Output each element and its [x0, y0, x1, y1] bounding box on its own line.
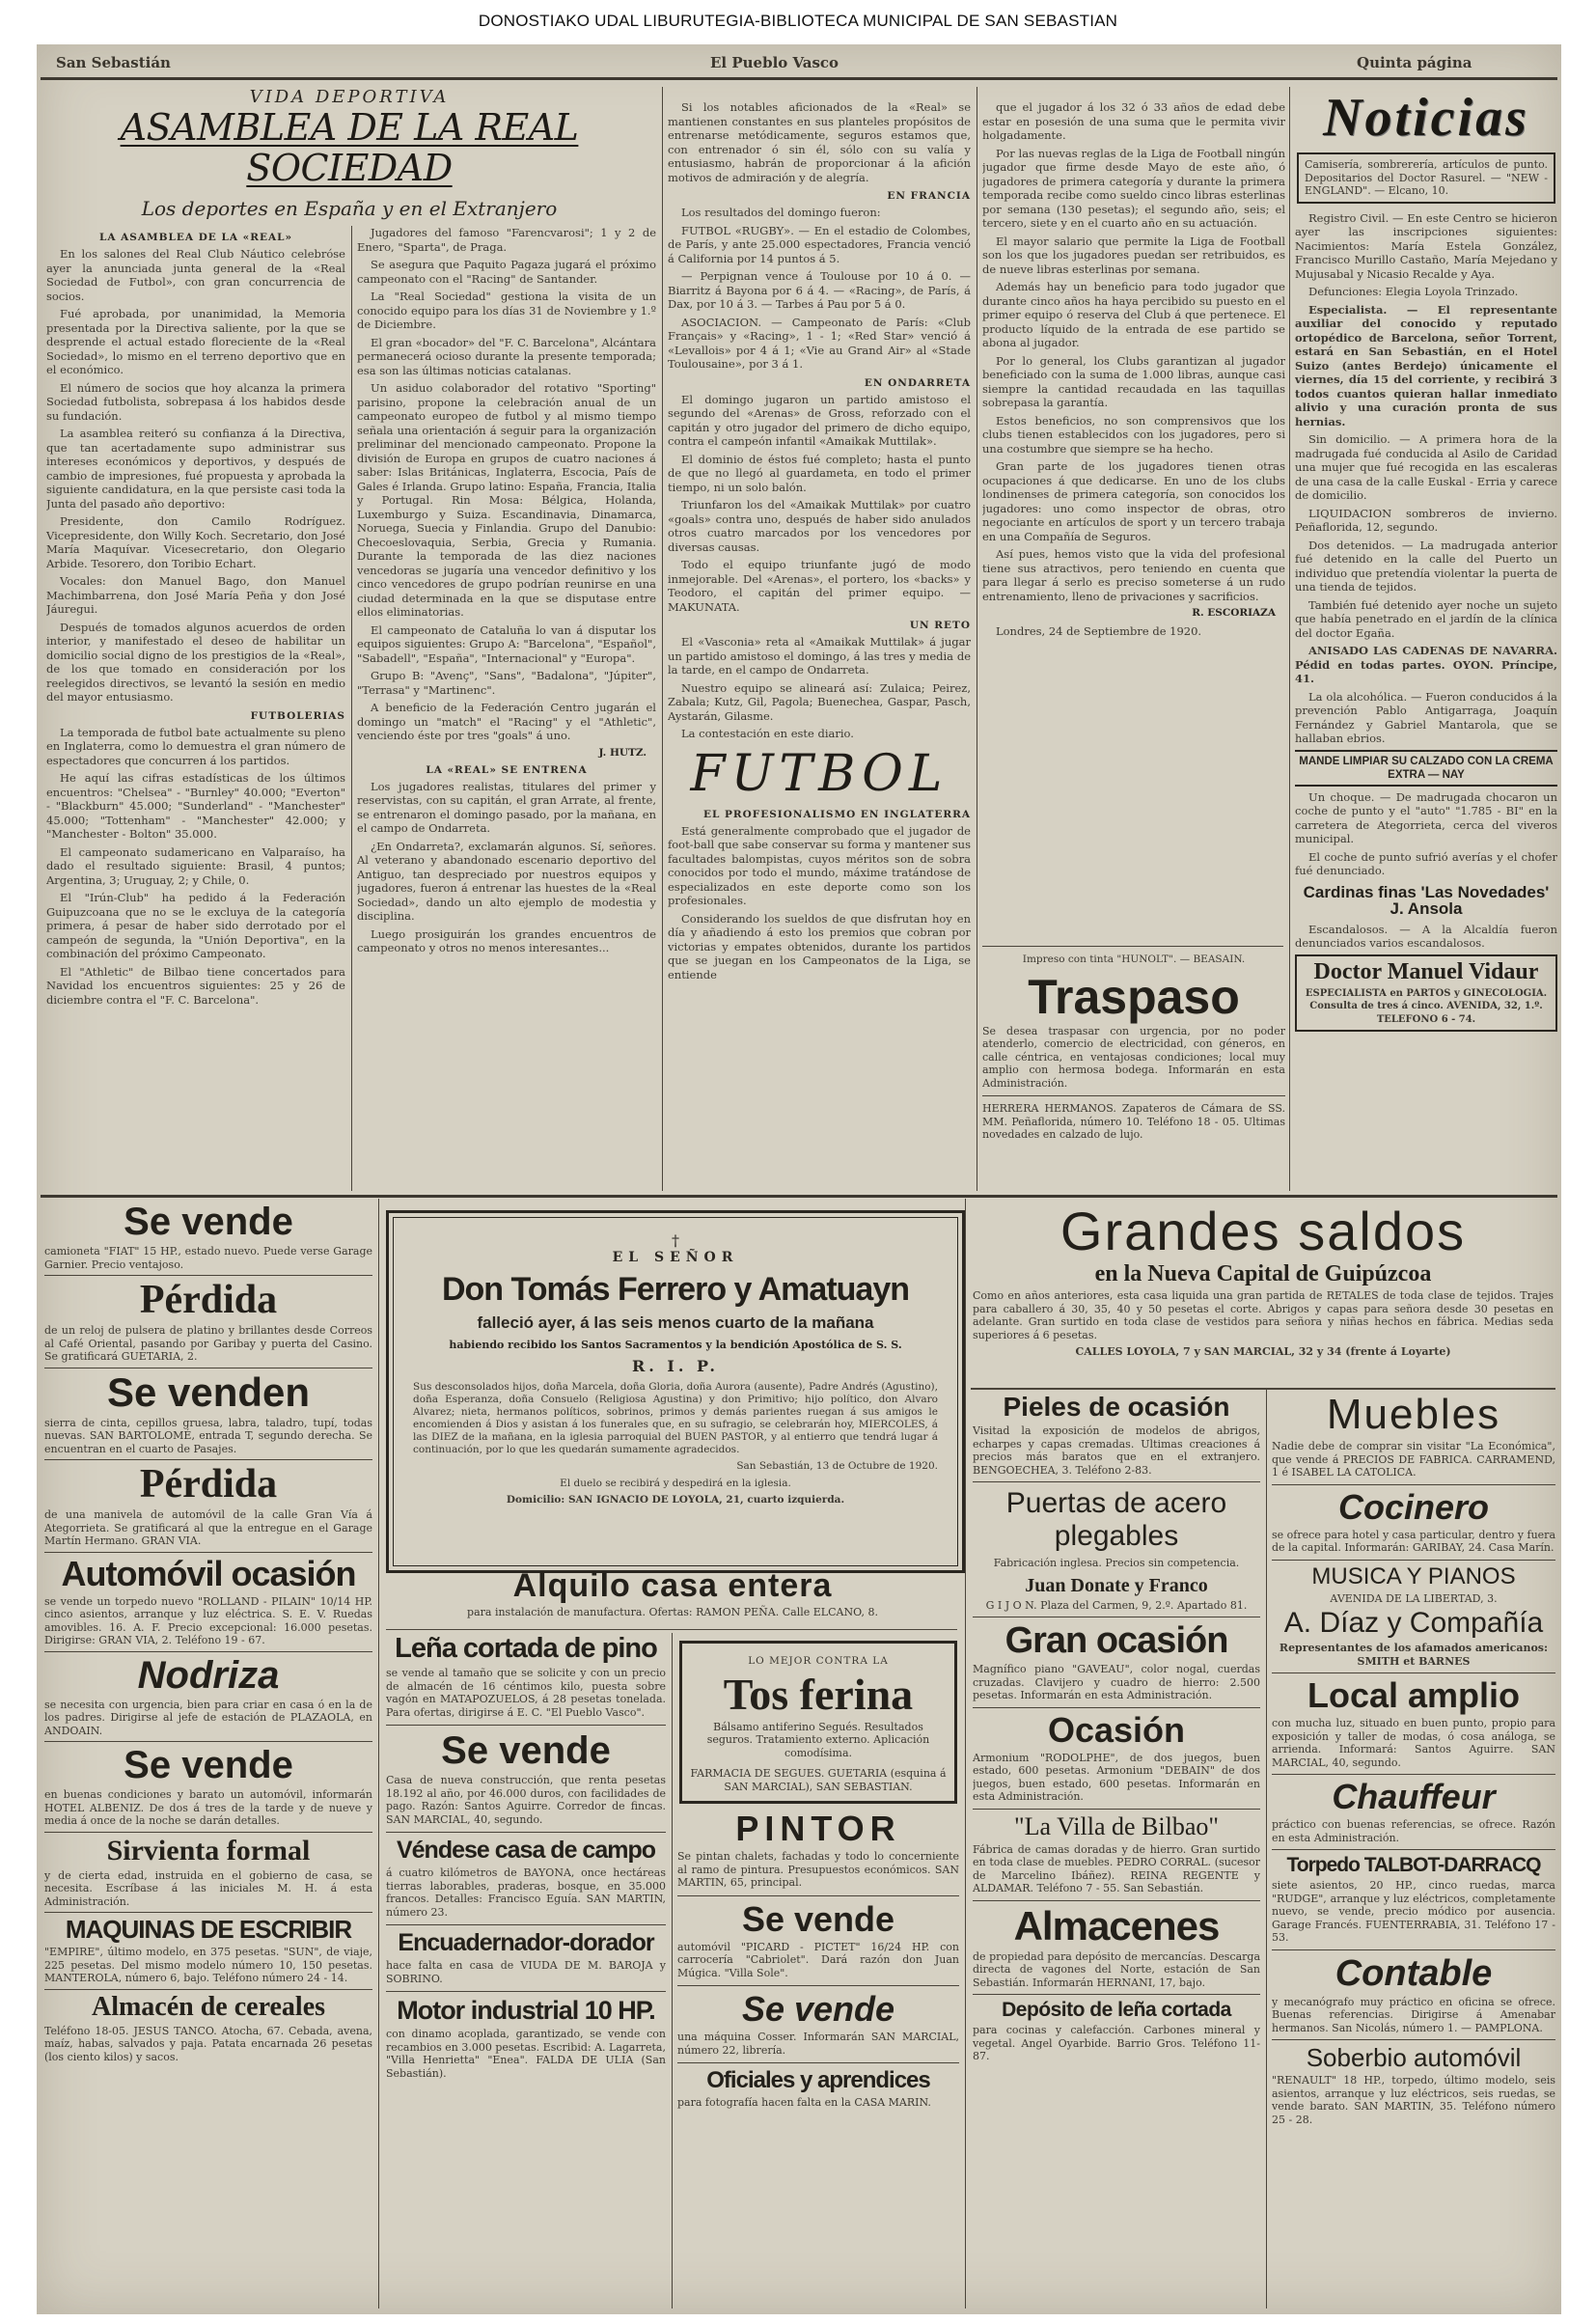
masthead-rule — [41, 77, 1557, 80]
masthead-center: El Pueblo Vasco — [710, 54, 839, 71]
paragraph: A beneficio de la Federación Centro jugarán el domingo un "match" el "Racing" y el "Athletic", venciendo éste por tres "goals" á uno. — [357, 701, 656, 742]
ad-heading: MUSICA Y PIANOS — [1311, 1562, 1516, 1589]
ad-text: automóvil "PICARD - PICTET" 16/24 HP. con carrocería "Cabriolet". Dará razón don Juan Múgica. "Villa Sole". — [677, 1940, 959, 1979]
paragraph: Además hay un beneficio para todo jugador que durante cinco años ha haya percibido su puesto en el primer equipo ó reserva del Club á que pertenece. El producto líquido de la entrada de ese partido se abona al jugador. — [982, 280, 1285, 349]
divider — [973, 1994, 1260, 1995]
ad-heading: Oficiales y aprendices — [706, 2067, 930, 2093]
obituary-inner — [393, 1217, 958, 1566]
ad-heading: Pérdida — [139, 1462, 278, 1507]
ad-text: Se desea traspasar con urgencia, por no poder atenderlo, comercio de electricidad, con géneros, en calle céntrica, en ventajosas condiciones; local muy amplio con hermosa bodega. Informarán en esta Administración. — [982, 1024, 1285, 1090]
notice: Un choque. — De madrugada chocaron un coche de punto y el "auto" "1.785 - BI" en la carretera de Ategorrieta, cerca del viveros municipal. — [1295, 789, 1557, 845]
paragraph: La contestación en este diario. — [681, 727, 854, 740]
obituary-rip: R. I. P. — [631, 1357, 719, 1375]
alquilo-ad — [386, 1569, 959, 1627]
paragraph: Jugadores del famoso "Farencvarosi"; 1 y 2 de Enero, "Sparta", de Praga. — [357, 226, 656, 254]
notice: LIQUIDACION sombreros de invierno. Peñaflorida, 12, segundo. — [1295, 506, 1557, 534]
divider — [44, 1741, 372, 1742]
divider — [1272, 1560, 1555, 1561]
obituary-intro: EL SEÑOR — [612, 1250, 739, 1265]
newspaper-page — [37, 44, 1561, 2314]
paragraph: Se asegura que Paquito Pagaza jugará el próximo campeonato con el "Racing" de Santander. — [357, 258, 656, 286]
divider — [386, 1924, 666, 1925]
column-rule — [672, 1633, 673, 2308]
divider — [973, 1809, 1260, 1810]
ad-heading: Se vende — [124, 1744, 293, 1786]
ad-text: Representantes de los afamados americanos: SMITH et BARNES — [1279, 1642, 1549, 1668]
ad-heading: Ocasión — [1047, 1709, 1186, 1750]
paragraph: El gran «bocador» del "F. C. Barcelona", Alcántara permanecerá ocioso durante la presente temporada; esa son las últimas noticias catalanas. — [357, 335, 656, 377]
notice: Especialista. — El representante auxiliar del conocido y reputado ortopédico de Barcelona, señor Torrent, estará en San Sebastián, en el Hotel Suizo (antes Berdejo) únicamente el viernes, día 15 del corriente, y recibirá 3 todos cuantos quieran hallar inmediato alivio y una curación pronta de sus hernias. — [1295, 302, 1557, 428]
notice: Registro Civil. — En este Centro se hicieron ayer las inscripciones siguientes: Nacimientos: María Estela González, Francisco Murillo Castaño, María Mejedano y Mujusabal y Nicasio Recalde y Aya. — [1295, 210, 1557, 281]
paragraph: El domingo jugaron un partido amistoso el segundo del «Arenas» de Gross, reforzado con el capitán y otro jugador del primero de dicho equipo, contra el campeón infantil «Amaikak Muttilak». — [668, 392, 971, 448]
traspaso-ad — [982, 950, 1285, 1191]
noticias-title: Noticias — [1323, 88, 1529, 148]
divider — [386, 1991, 666, 1992]
ad-text: Visitad la exposición de modelos de abrigos, echarpes y capas cremadas. Ultimas creaciones á precios más baratos que en el extranjero. BENGOECHEA, 3. Teléfono 2-83. — [973, 1424, 1260, 1477]
notice: Defunciones: Elegia Loyola Trinzado. — [1308, 285, 1519, 298]
ad-text: á cuatro kilómetros de BAYONA, once hectáreas tierras laborables, praderas, bosque, en 35.000 francos. Detalles: Francisco Eguía. SAN MARTIN, número 23. — [386, 1866, 666, 1919]
article-column-1 — [46, 226, 345, 1191]
classifieds-center-right — [677, 1637, 959, 2308]
divider — [1272, 1774, 1555, 1775]
ad-text: Como en años anteriores, esta casa liquida una gran partida de RETALES de toda clase de tejidos. Trajes para caballero á 30, 35, 40 y 50 pesetas el corte. Abrigos y capas para señora desde 30 pesetas en adelante. Gran surtido en toda clase de vestidos para señora y niñas hechos en fábrica. Medias seda superiores á 6 pesetas. — [973, 1289, 1554, 1341]
paragraph: Así pues, hemos visto que la vida del profesional tiene sus atractivos, pero teniendo en cuenta que para llegar á serlo es preciso someterse á un rudo entrenamiento, lleno de privaciones y sacrificios. — [982, 547, 1285, 603]
divider — [386, 1629, 957, 1630]
paragraph: Grupo B: "Avenç", "Sans", "Badalona", "Júpiter", "Terrasa" y "Martinenc". — [357, 669, 656, 697]
ad-text: Camisería, sombrerería, artículos de punto. Depositarios del Doctor Rasurel. — "NEW - ENGLAND". — Elcano, 10. — [1305, 158, 1548, 197]
ad-text: Impreso con tinta "HUNOLT". — BEASAIN. — [1022, 954, 1246, 965]
doctor-ad — [1295, 954, 1557, 1033]
notice: También fué detenido ayer noche un sujeto que había penetrado en el jardín de la clínica del doctor Egaña. — [1295, 597, 1557, 640]
paragraph: El «Vasconia» reta al «Amaikak Muttilak» á jugar un partido amistoso el domingo, á las tres y media de la tarde, en el campo de Ondarreta. — [668, 635, 971, 677]
paragraph: ASOCIACION. — Campeonato de París: «Club Français» y «Racing», 1 - 1; «Red Star» venció á «Levallois» por 4 á 1; «Vie au Grand Air» al «Stade Toulousaine», por 3 á 1. — [668, 315, 971, 371]
ad-text: se vende al tamaño que se solicite y con un precio de almacén de 16 céntimos kilo, puesta sobre vagón en MATAPOZUELOS, á 28 pesetas tonelada. Para ofertas, dirigirse á E. C. "El Pueblo Vasco". — [386, 1667, 666, 1719]
ad-heading: Se vende — [124, 1202, 293, 1243]
ad-heading: Encuadernador-dorador — [398, 1929, 654, 1956]
ad-text: hace falta en casa de VIUDA DE M. BAROJA y SOBRINO. — [386, 1959, 666, 1985]
divider — [44, 1651, 372, 1652]
classifieds-right-a — [973, 1394, 1260, 2308]
ad-heading: PINTOR — [735, 1809, 901, 1848]
column-rule — [1289, 87, 1290, 1191]
paragraph: Los resultados del domingo fueron: — [681, 206, 881, 219]
divider — [982, 946, 1283, 947]
grandes-saldos-ad — [973, 1204, 1554, 1384]
paragraph: ¿En Ondarreta?, exclamarán algunos. Sí, señores. Al veterano y abandonado escenario deportivo del Antiguo, tan despreciado por nuestros equipos y jugadores, fueron á entrenar las huestes de la «Real Sociedad», dando un alto ejemplo de modestia y disciplina. — [357, 839, 656, 923]
classifieds-left — [44, 1202, 372, 2308]
divider — [1272, 1849, 1555, 1850]
ad-text: de un reloj de pulsera de platino y brillantes desde Correos al Café Oriental, pasando por Garibay y puerta del Casino. Se gratificará GUETARIA, 2. — [44, 1324, 372, 1363]
signature: J. HUTZ. — [598, 746, 647, 759]
paragraph: La temporada de futbol bate actualmente su pleno en Inglaterra, como lo demuestra el gran número de espectadores que concurren á los partidos. — [46, 725, 345, 767]
section-rule — [41, 1195, 1557, 1198]
futbol-heading: FUTBOL — [690, 744, 949, 803]
paragraph: Gran parte de los jugadores tienen otras ocupaciones á que dedicarse. En uno de los clubs londinenses de primera categoría, son conocidos los jugadores: uno como inspector de obras, otro negociante en artículos de sport y un tercero trabaja en una Compañía de Seguros. — [982, 459, 1285, 543]
ad-text: AVENIDA DE LA LIBERTAD, 3. — [1330, 1591, 1498, 1605]
divider — [1272, 1672, 1555, 1673]
ad-text: CALLES LOYOLA, 7 y SAN MARCIAL, 32 y 34 (frente á Loyarte) — [1075, 1345, 1451, 1358]
ad-text: sierra de cinta, cepillos gruesa, labra, taladro, tupí, todas nuevas. SAN BARTOLOMÉ, entrada T, segundo derecha. Se encuentran en el cuarto de Pasajes. — [44, 1416, 372, 1455]
notice: Dos detenidos. — La madrugada anterior fué detenido en la calle del Puerto un individuo que pretendía violentar la puerta de una tienda de tejidos. — [1295, 538, 1557, 594]
ad-text: Se pintan chalets, fachadas y todo lo concerniente al ramo de pintura. Presupuestos económicos. SAN MARTIN, 65, principal. — [677, 1850, 959, 1889]
column-rule — [1266, 1390, 1267, 2308]
ad-heading: Muebles — [1326, 1394, 1501, 1438]
ad-heading: Almacenes — [1013, 1902, 1220, 1949]
ad-text: G I J O N. Plaza del Carmen, 9, 2.º. Apartado 81. — [985, 1598, 1248, 1612]
ad-heading: Depósito de leña cortada — [1002, 1999, 1231, 2021]
ad-text: siete asientos, 20 HP., cinco ruedas, marca "RUDGE", arranque y luz eléctricos, completamente nuevo, se vende, precio módico por ausencia. Garage Francés. FUENTERRABIA, 31. Teléfono 17 - 53. — [1272, 1879, 1555, 1944]
ad-heading: Se vende — [741, 1989, 895, 2029]
divider — [982, 1095, 1285, 1096]
ad-text: "RENAULT" 18 HP., torpedo, último modelo, seis asientos, arranque y luz eléctricos, seis ruedas, se vende barato. SAN MARTIN, 35. Teléfono número 25 - 28. — [1272, 2074, 1555, 2126]
divider — [44, 1912, 372, 1913]
divider — [386, 1832, 666, 1833]
paragraph: El "Athletic" de Bilbao tiene concertados para Navidad los encuentros siguientes: 25 y 26 de diciembre contra el "F. C. Barcelona". — [46, 964, 345, 1007]
ad-text: y de cierta edad, instruida en el gobierno de casa, se necesita. Escríbase á las iniciales M. H. á esta Administración. — [44, 1868, 372, 1908]
ad-text: camioneta "FIAT" 15 HP., estado nuevo. Puede verse Garage Garnier. Precio ventajoso. — [44, 1245, 372, 1271]
divider — [677, 1895, 959, 1896]
article-header — [41, 87, 658, 222]
divider — [386, 1725, 666, 1726]
ad-heading: "La Villa de Bilbao" — [1014, 1811, 1219, 1840]
ad-text: HERRERA HERMANOS. Zapateros de Cámara de SS. MM. Peñaflorida, número 10. Teléfono 18 - 05. Ultimas novedades en calzado de lujo. — [982, 1102, 1285, 1141]
divider — [44, 1989, 372, 1990]
paragraph: Si los notables aficionados de la «Real» se mantienen constantes en sus planteles propósitos de entrenarse metódicamente, seguros estamos que, con entrenador ó sin él, sólo con su valía y entusiasmo, habrán de proporcionar á la afición motivos de admiración y de alegría. — [668, 100, 971, 184]
ad-heading: Nodriza — [137, 1653, 280, 1697]
section-heading: EN FRANCIA — [887, 190, 971, 202]
divider — [44, 1275, 372, 1276]
obituary-home: Domicilio: SAN IGNACIO DE LOYOLA, 21, cuarto izquierda. — [506, 1494, 845, 1506]
article-column-4 — [982, 100, 1285, 940]
divider — [677, 1985, 959, 1986]
paragraph: El "Irún-Club" ha pedido á la Federación Guipuzcoana que no se le excluya de la categoría primera, á pesar de haber sido derrotado por el campeón de segunda, la "Unión Deportiva", en la combinación del próximo Campeonato. — [46, 891, 345, 960]
paragraph: El campeonato sudamericano en Valparaíso, ha dado el resultado siguiente: Brasil, 4 puntos; Argentina, 3; Uruguay, 2; y Chile, 0. — [46, 844, 345, 887]
paragraph: El número de socios que hoy alcanza la primera Sociedad futbolista, sobrepasa á los habidos desde su fundación. — [46, 380, 345, 423]
column-rule — [351, 226, 352, 1191]
column-rule — [965, 1199, 966, 2308]
ad-text: Bálsamo antiferino Segués. Resultados seguros. Tratamiento externo. Aplicación comodísima. — [706, 1720, 930, 1759]
paragraph: Considerando los sueldos de que disfrutan hoy en día y añadiendo á esto los premios que cobran por victorias y empates obtenidos, durante los partidos que se juegan en los Campeonatos de la Liga, se entiende — [668, 911, 971, 981]
masthead-right: Quinta página — [1357, 54, 1472, 71]
ad-text: y mecanógrafo muy práctico en oficina se ofrece. Buenas referencias. Dirigirse á Amenabar hermanos. San Nicolás, número 1. — PAMPLONA. — [1272, 1995, 1555, 2034]
cross-icon: † — [672, 1231, 679, 1250]
ad-text: para instalación de manufactura. Ofertas: RAMON PEÑA. Calle ELCANO, 8. — [467, 1606, 878, 1618]
paragraph: Triunfaron los del «Amaikak Muttilak» por cuatro «goals» contra uno, después de haber sido anulados otros cuatro marcados por los vencedores por diversas causas. — [668, 498, 971, 554]
ad-heading: Torpedo TALBOT-DARRACQ — [1286, 1854, 1541, 1876]
divider — [1272, 2039, 1555, 2040]
ad-text: ESPECIALISTA en PARTOS y GINECOLOGIA. Consulta de tres á cinco. AVENIDA, 32, 1.º. TELEFONO 6 - 74. — [1305, 987, 1548, 1025]
nay-ad: MANDE LIMPIAR SU CALZADO CON LA CREMA EXTRA — NAY — [1295, 750, 1557, 787]
ad-heading: Tos ferina — [723, 1669, 914, 1719]
section-heading: LA ASAMBLEA DE LA «REAL» — [98, 232, 293, 243]
ad-text: para cocinas y calefacción. Carbones mineral y vegetal. Angel Oyarbide. Barrio Gros. Teléfono 11-87. — [973, 2024, 1260, 2062]
ad-heading: A. Díaz y Compañía — [1283, 1607, 1544, 1639]
ad-text: Fábrica de camas doradas y de hierro. Gran surtido en toda clase de muebles. PEDRO CORRAL. (sucesor de Marcelino Ibáñez). REINA REGENTE y ALDAMAR. Teléfono 7 - 55. San Sebastián. — [973, 1842, 1260, 1894]
paragraph: Por las nuevas reglas de la Liga de Football ningún jugador que firme desde Mayo de este año, ó jugadores de primera categoría y durante la primera temporada recibe como sueldo cinco libras esterlinas por semana (130 pesetas); el segundo año, seis; el tercero, siete y en el cuarto año en su actuación. — [982, 146, 1285, 230]
ad-heading: Chauffeur — [1332, 1777, 1496, 1816]
ad-heading: Cocinero — [1337, 1486, 1490, 1527]
paragraph: Está generalmente comprobado que el jugador de foot-ball que sabe conservar su forma y mantener sus facultades balompistas, cuyos méritos son de sobra conocidos por todo el mundo, máxime tratándose de especializados en este deporte como son los profesionales. — [668, 823, 971, 907]
divider — [973, 1900, 1260, 1901]
ad-heading: Sirvienta formal — [106, 1834, 311, 1866]
ad-text: se necesita con urgencia, bien para criar en casa ó en la de los padres. Dirigirse al jefe de estación de PLAZAOLA, en ANDOAIN. — [44, 1698, 372, 1737]
ad-heading: Juan Donate y Franco — [1025, 1574, 1208, 1596]
masthead-left: San Sebastián — [56, 54, 171, 71]
ad-heading: Soberbio automóvil — [1306, 2043, 1522, 2072]
ad-text: Teléfono 18-05. JESUS TANCO. Atocha, 67. Cebada, avena, maíz, habas, salvados y paja. Patata encarnada 26 pesetas (los ciento kilos) y sacos. — [44, 2024, 372, 2063]
paragraph: Presidente, don Camilo Rodríguez. Vicepresidente, don Willy Koch. Secretario, don José María Maquívar. Vicesecretario, don Olegario Arbide. Tesorero, don Toribio Echart. — [46, 514, 345, 570]
ad-heading: Automóvil ocasión — [61, 1553, 356, 1593]
new-england-ad — [1297, 152, 1555, 204]
paragraph: El campeonato de Cataluña lo van á disputar los equipos siguientes: Grupo A: "Barcelona", "Español", "Sabadell", "España", "Internacional" y "Europa". — [357, 622, 656, 665]
obituary-box — [386, 1210, 965, 1573]
obituary-date: San Sebastián, 13 de Octubre de 1920. — [736, 1460, 938, 1472]
ad-heading: Pieles de ocasión — [1003, 1394, 1230, 1422]
paragraph: El dominio de éstos fué completo; hasta el punto de que no llegó al guardameta, en todo el primer tiempo, ni un solo balón. — [668, 452, 971, 494]
column-rule — [662, 87, 663, 1191]
notice: ANISADO LAS CADENAS DE NAVARRA. Pédid en todas partes. OYON. Príncipe, 41. — [1295, 644, 1557, 685]
ad-heading: Gran ocasión — [1004, 1620, 1228, 1661]
divider — [44, 1459, 372, 1460]
ad-text: práctico con buenas referencias, se ofrece. Razón en esta Administración. — [1272, 1818, 1555, 1844]
library-banner: DONOSTIAKO UDAL LIBURUTEGIA-BIBLIOTECA MUNICIPAL DE SAN SEBASTIAN — [0, 0, 1596, 42]
classifieds-right-b — [1272, 1394, 1555, 2308]
paragraph: FUTBOL «RUGBY». — En el estadio de Colombes, de París, y ante 25.000 espectadores, Francia venció á California por 14 puntos á 5. — [668, 223, 971, 265]
article-kicker: VIDA DEPORTIVA — [249, 87, 450, 107]
ad-heading: MAQUINAS DE ESCRIBIR — [65, 1915, 352, 1944]
article-subtitle: Los deportes en España y en el Extranjero — [141, 197, 558, 220]
ad-heading: Puertas de acero plegables — [1005, 1487, 1227, 1552]
ad-text: con mucha luz, situado en buen punto, propio para exposición y taller de modas, ó cosa análoga, se arrienda. Informará: Santos Aguirre. SAN MARCIAL, 40, segundo. — [1272, 1717, 1555, 1769]
divider — [1272, 1949, 1555, 1950]
ad-text: con dinamo acoplada, garantizado, se vende con recambios en 3.000 pesetas. Escribid: A. Lagarreta, "Villa Henrietta" "Enea". FALDA DE ULIA (San Sebastián). — [386, 2028, 666, 2080]
ad-text: "EMPIRE", último modelo, en 375 pesetas. "SUN", de viaje, 225 pesetas. Del mismo modelo número 10, 150 pesetas. MANTEROLA, número 6, bajo. Teléfono número 24 - 14. — [44, 1946, 372, 1984]
paragraph: He aquí las cifras estadísticas de los últimos encuentros: "Chelsea" - "Burnley" 40.000; "Everton" - "Blackburn" 45.000; "Sunderland" - "Manchester" 45.000; "Tottenham" - "Manchester" 42.000; y "Manchester - Bolton" 35.000. — [46, 771, 345, 841]
masthead — [44, 50, 1550, 75]
ad-heading: Local amplio — [1307, 1675, 1521, 1715]
paragraph: Todo el equipo triunfante jugó de modo inmejorable. Del «Arenas», el portero, los «backs» y Teodoro, el capitán del primer equipo. — MAKUNATA. — [668, 558, 971, 614]
notice: Sin domicilio. — A primera hora de la madrugada fué conducida al Asilo de Caridad una mujer que fué recogida en las escaleras de una casa de la calle Euskal - Erria y carece de domicilio. — [1295, 432, 1557, 502]
ad-heading: Se vende — [441, 1729, 611, 1772]
section-heading: FUTBOLERIAS — [250, 709, 345, 722]
obituary-line: falleció ayer, á las seis menos cuarto de la mañana — [477, 1313, 874, 1332]
signature: R. ESCORIAZA — [1192, 607, 1276, 619]
notice: El coche de punto sufrió averías y el chofer fué denunciado. — [1295, 849, 1557, 877]
article-column-3 — [668, 100, 971, 1191]
ad-heading: Se venden — [106, 1368, 311, 1415]
divider — [44, 1832, 372, 1833]
ad-text: una máquina Cosser. Informarán SAN MARCIAL, número 22, librería. — [677, 2031, 959, 2057]
noticias-column — [1295, 87, 1557, 1191]
divider — [677, 2062, 959, 2063]
paragraph: Estos beneficios, no son comprensivos que los clubs tienen establecidos con los jugadores, pero si una costumbre que siempre se ha hecho. — [982, 413, 1285, 456]
ad-heading: Pérdida — [139, 1278, 278, 1322]
ad-text: en buenas condiciones y barato un automóvil, informarán HOTEL ALBENIZ. De dos á tres de la tarde y de nueve y media á once de la noche se darán detalles. — [44, 1788, 372, 1827]
ad-heading: Doctor Manuel Vidaur — [1313, 958, 1539, 984]
ad-heading: Cardinas finas 'Las Novedades' J. Ansola — [1303, 882, 1550, 918]
paragraph: — Perpignan vence á Toulouse por 10 á 0. — Biarritz á Bayona por 6 á 4. — «Racing», de París, á Dax, por 10 á 3. — Tarbes á Pau por 5 á 0. — [668, 269, 971, 311]
ad-heading: Véndese casa de campo — [396, 1837, 656, 1864]
ad-text: FARMACIA DE SEGUES. GUETARIA (esquina á SAN MARCIAL), SAN SEBASTIAN. — [690, 1767, 947, 1793]
notice: La ola alcohólica. — Fueron conducidos á la prevención Pablo Antigarraga, Joaquín Fernández y Gabriel Mantarola, que se hallaban ebrios. — [1295, 689, 1557, 745]
section-heading: LA «REAL» SE ENTRENA — [426, 763, 588, 776]
divider — [973, 1481, 1260, 1482]
ad-text: LO MEJOR CONTRA LA — [748, 1655, 889, 1667]
ad-heading: Motor industrial 10 HP. — [397, 1996, 655, 2025]
paragraph: Fué aprobada, por unanimidad, la Memoria presentada por la Directiva saliente, por la que se desprende el actual estado floreciente de la «Real Sociedad», lo mismo en el terreno deportivo que en el económico. — [46, 307, 345, 376]
obituary-duel: El duelo se recibirá y despedirá en la iglesia. — [560, 1477, 791, 1489]
ad-heading: Leña cortada de pino — [395, 1635, 657, 1664]
ad-text: Fabricación inglesa. Precios sin competencia. — [993, 1557, 1240, 1569]
paragraph: En los salones del Real Club Náutico celebróse ayer la anunciada junta general de la «Real Sociedad de Futbol», con gran concurrencia de socios. — [46, 247, 345, 303]
paragraph: Vocales: don Manuel Bago, don Manuel Machimbarrena, don José María Peña y don José Jáuregui. — [46, 574, 345, 616]
ad-heading: Grandes saldos — [1059, 1204, 1467, 1261]
paragraph: Después de tomados algunos acuerdos de orden interior, y manifestado el deseo de habilitar un domicilio social digno de los prestigios de la «Real», de los que tomado en consideración por los reelegidos directivos, se levantó la sesión en medio del mayor entusiasmo. — [46, 620, 345, 704]
ad-heading: Se vende — [741, 1898, 895, 1939]
divider — [973, 1707, 1260, 1708]
article-title: ASAMBLEA DE LA REAL SOCIEDAD — [120, 106, 579, 189]
ad-text: Casa de nueva construcción, que renta pesetas 18.192 al año, por 46.000 duros, con facilidades de pago. Razón: Santos Aguirre. Corredor de fincas. SAN MARCIAL, 40, segundo. — [386, 1774, 666, 1826]
paragraph: Un asiduo colaborador del rotativo "Sporting" parisino, propone la celebración anual de un campeonato europeo de futbol y al mismo tiempo señala una orientación á seguir para la organización preliminar del mencionado campeonato. Propone la división de Europa en grupos de cuatro naciones á saber: Islas Británicas, Inglaterra, Escocia, País de Gales é Irlanda. Grupo latino: España, Francia, Italia y Portugal. Rin Mosa: Bélgica, Holanda, Luxemburgo y Suiza. Escandinavia, Dinamarca, Noruega, Suecia y Finlandia. Grupo del Danubio: Checoeslovaquia, Serbia, Grecia y Rumania. Durante la temporada de las diez naciones vencedoras se jugaría una vencedor definitivo y los cinco vencedores de grupo podrían reunirse en una ciudad determinada en la que se disputase entre ellos eliminatorias. — [357, 381, 656, 619]
paragraph: Los jugadores realistas, titulares del primer y reservistas, con su capitán, el gran Arrate, al frente, se entrenaron el domingo pasado, por la mañana, en el campo de Ondarreta. — [357, 779, 656, 835]
ad-text: de propiedad para depósito de mercancías. Descarga directa de vagones del Norte, estación de San Sebastián. Informarán HERNANI, 17, bajo. — [973, 1949, 1260, 1989]
ad-heading: Traspaso — [1028, 969, 1240, 1024]
divider — [44, 1552, 372, 1553]
ad-heading: Alquilo casa entera — [512, 1569, 833, 1604]
section-heading: EL PROFESIONALISMO EN INGLATERRA — [702, 808, 971, 820]
ad-subheading: en la Nueva Capital de Guipúzcoa — [1094, 1261, 1432, 1286]
ad-heading: Almacén de cereales — [91, 1991, 326, 2022]
ad-text: de una manivela de automóvil de la calle Gran Vía á Ategorrieta. Se gratificará al que la entregue en el Garage Martín Hermano. GRAN VIA. — [44, 1508, 372, 1547]
ad-heading: Contable — [1335, 1952, 1493, 1994]
ad-text: para fotografía hacen falta en la CASA MARIN. — [677, 2096, 931, 2109]
ad-text: se vende un torpedo nuevo "ROLLAND - PILAIN" 10/14 HP. cinco asientos, arranque y luz eléctrica. S. E. V. Ruedas amovibles. 16. A. F. Precio excepcional: 16.000 pesetas. Dirigirse: GRAN VIA, 2. Teléfono 19 - 67. — [44, 1594, 372, 1646]
paragraph: El mayor salario que permite la Liga de Football son los que los jugadores puedan ser retribuidos, es de nueve libras esterlinas por semana. — [982, 234, 1285, 276]
paragraph: Por lo general, los Clubs garantizan al jugador beneficiado con la suma de 1.000 libras, aunque casi siempre la cantidad recaudada en las taquillas sobrepasa la garantía. — [982, 353, 1285, 409]
ad-text: se ofrece para hotel y casa particular, dentro y fuera de la capital. Informarán: GARIBAY, 24. Casa Marín. — [1272, 1528, 1555, 1554]
paragraph: La asamblea reiteró su confianza á la Directiva, que tan acertadamente supo administrar sus intereses económicos y deportivos, y después de cambio de impresiones, fué propuesta y aprobada la siguiente candidatura, en la que persiste casi toda la Junta del pasado año deportivo: — [46, 427, 345, 511]
paragraph: Nuestro equipo se alineará así: Zulaica; Peirez, Zabala; Kutz, Gil, Pagola; Buenechea, Gaspar, Pasch, Aystarán, Gilasme. — [668, 680, 971, 723]
ad-text: Nadie debe de comprar sin visitar "La Económica", que vende á PRECIOS DE FABRICA. CARRAMEND, 1 é ISABEL LA CATOLICA. — [1272, 1440, 1555, 1479]
section-heading: UN RETO — [909, 620, 971, 631]
paragraph: que el jugador á los 32 ó 33 años de edad debe estar en posesión de una suma que le permita vivir holgadamente. — [982, 100, 1285, 142]
paragraph: La "Real Sociedad" gestiona la visita de un conocido equipo para los días 31 de Noviembre y 1.º de Diciembre. — [357, 290, 656, 331]
ad-text: Armonium "RODOLPHE", de dos juegos, buen estado, 600 pesetas. Armonium "DEBAIN" de dos juegos, buen estado, 600 pesetas. Informarán en esta Administración. — [973, 1751, 1260, 1803]
obituary-line: habiendo recibido los Santos Sacramentos y la bendición Apostólica de S. S. — [449, 1339, 902, 1351]
obituary-text: Sus desconsolados hijos, doña Marcela, doña Gloria, doña Aurora (ausente), Padre Andrés (Agustino), doña Esperanza, doña Consuelo (Religiosa Agustina) y don Primitivo; hijo político, don Alvaro Alvarez; nieta, hermanos políticos, sobrinos, primos y demás parientes ruegan á sus amigos le encomienden á Dios y asistan á los funerales que, en su sufragio, se celebrarán hoy, MIERCOLES, á las DIEZ de la mañana, en la iglesia parroquial del BUEN PASTOR, y al entierro que tendrá lugar á continuación, por lo que les quedarán sumamente agradecidos. — [413, 1381, 938, 1455]
classifieds-center-left — [386, 1635, 666, 2308]
column-rule — [378, 1199, 379, 2308]
tos-ferina-ad — [679, 1641, 957, 1804]
article-column-2 — [357, 226, 656, 1191]
divider — [971, 1388, 1555, 1390]
dateline: Londres, 24 de Septiembre de 1920. — [996, 624, 1202, 638]
paragraph: Luego prosiguirán los grandes encuentros de campeonato y otros no menos interesantes... — [357, 926, 656, 954]
section-heading: EN ONDARRETA — [864, 376, 971, 389]
ad-text: Magnífico piano "GAVEAU", color nogal, cuerdas cruzadas. Clavijero y cuadro de hierro: 2.500 pesetas. Informarán en esta Administración. — [973, 1663, 1260, 1701]
notice: Escandalosos. — A la Alcaldía fueron denunciados varios escandalosos. — [1295, 922, 1557, 950]
obituary-name: Don Tomás Ferrero y Amatuayn — [441, 1271, 909, 1308]
divider — [1272, 1484, 1555, 1485]
